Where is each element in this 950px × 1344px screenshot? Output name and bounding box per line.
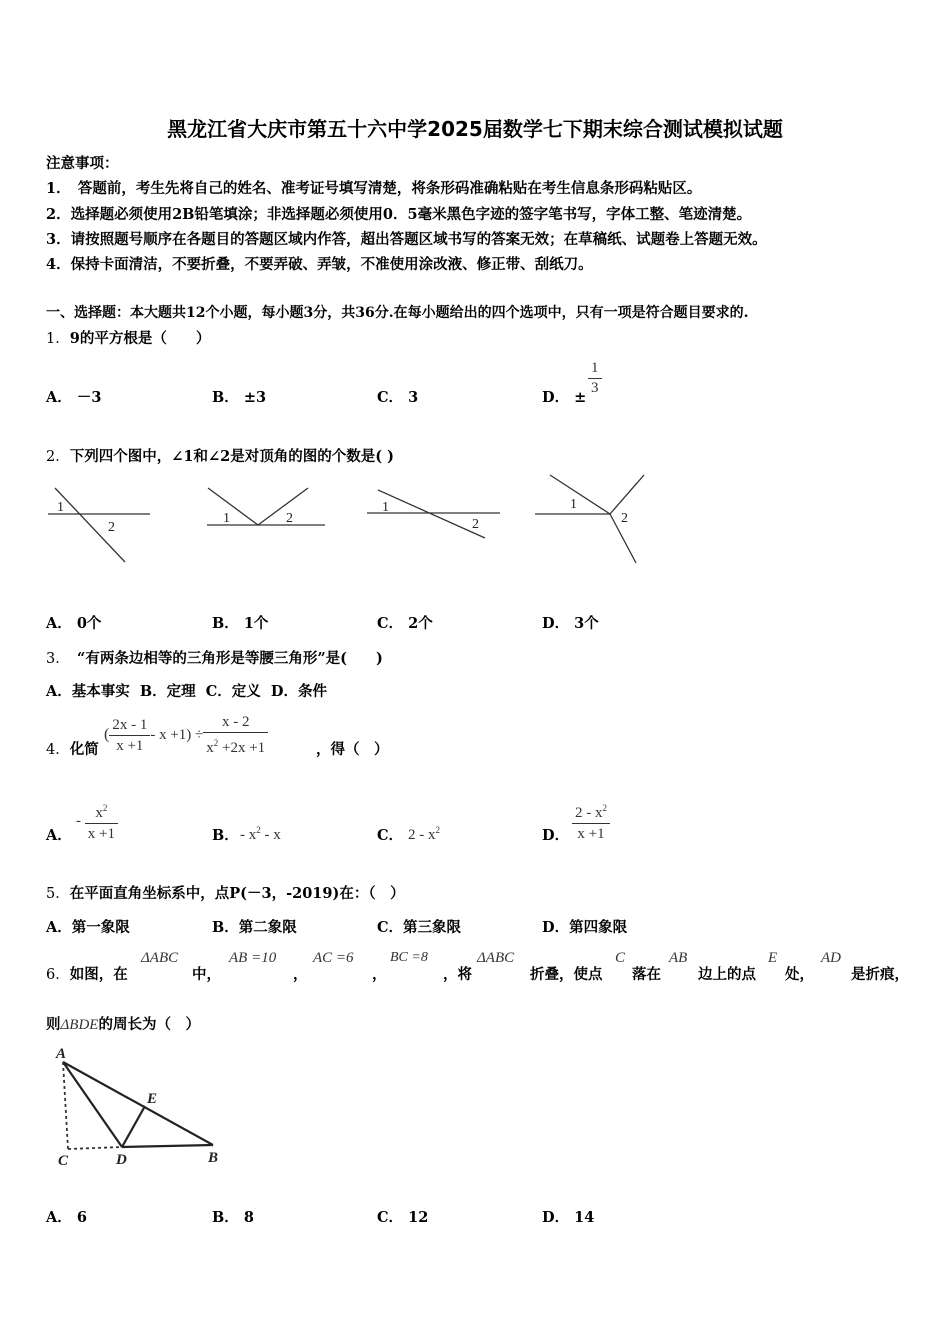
q4-option-b-expr [240, 825, 281, 844]
q2-figures [40, 470, 660, 575]
question-suffix: ，得（ ） [316, 741, 389, 758]
q1-option-d-fraction [588, 359, 602, 398]
q6-figure [50, 1042, 235, 1172]
option-label: B． [212, 919, 239, 936]
q6-math: ΔABC [477, 950, 515, 966]
option-label: C． [205, 683, 232, 700]
fig4-upper-left [550, 475, 610, 514]
q5-option-b [212, 916, 297, 937]
fraction-denominator: 3 [588, 378, 602, 398]
q6-text: 折叠，使点 [530, 966, 603, 983]
fig2-right-ray [258, 488, 308, 525]
option-value: 第二象限 [238, 919, 297, 936]
option-value: ±3 [243, 389, 267, 406]
option-value: 条件 [297, 683, 327, 700]
option-label: B． [139, 683, 167, 700]
expr-minus-part: - x +1) [150, 727, 192, 743]
q1-option-c [377, 386, 418, 407]
q5-option-d [542, 916, 627, 937]
divide-sign: ÷ [195, 727, 204, 743]
option-prefix: ± [574, 389, 587, 406]
fig1-label-1: 1 [57, 500, 64, 515]
fig4-label-2: 2 [621, 511, 628, 526]
option-value: 1个 [243, 615, 269, 632]
dashed-cd [68, 1147, 122, 1149]
q6-text: 边上的点 [698, 966, 756, 983]
q6-option-a [46, 1206, 87, 1227]
side-db [122, 1145, 213, 1147]
option-value: 第一象限 [71, 919, 130, 936]
option-value: 基本事实 [71, 683, 130, 700]
q6-text: 则 [46, 1016, 61, 1033]
option-value: 0个 [76, 615, 102, 632]
label-d: D [116, 1152, 127, 1168]
q6-math: AC =6 [313, 950, 354, 966]
option-label: D． [542, 1209, 570, 1226]
q6-option-d [542, 1206, 594, 1227]
fold-ad [63, 1062, 122, 1147]
q2-option-d [542, 612, 599, 633]
fig2-label-1: 1 [223, 511, 230, 526]
option-value: 定理 [166, 683, 196, 700]
q5-option-a [46, 916, 130, 937]
q6-text: ，将 [443, 966, 472, 983]
option-label: A． [46, 683, 72, 700]
option-label: A． [46, 615, 72, 632]
fraction-1 [109, 715, 150, 756]
notice-item: 4．保持卡面清洁，不要折叠，不要弄破、弄皱，不准使用涂改液、修正带、刮纸刀。 [46, 256, 593, 273]
option-label: B． [212, 1209, 239, 1226]
q6-math: E [768, 950, 778, 966]
fraction-denominator [203, 732, 268, 758]
question-number: 1． [46, 331, 70, 347]
question-number: 5． [46, 886, 70, 902]
question-4 [46, 738, 99, 759]
den-rest: +2x +1 [218, 740, 266, 756]
q1-option-a [46, 386, 101, 407]
expr-part: - x [240, 827, 257, 843]
q3-options [46, 680, 327, 701]
fraction-denominator: x +1 [109, 735, 150, 756]
notice-item: 3．请按照题号顺序在各题目的答题区域内作答，超出答题区域书写的答案无效；在草稿纸、试题卷上答题无效。 [46, 231, 767, 248]
q6-option-c [377, 1206, 428, 1227]
notice-heading: 注意事项： [46, 155, 119, 172]
label-e: E [147, 1091, 158, 1107]
expr-exponent: 2 [256, 825, 261, 835]
q6-text: ， [293, 966, 308, 983]
q1-option-b [212, 386, 266, 407]
fraction-numerator [572, 798, 610, 823]
question-text: “有两条边相等的三角形是等腰三角形”是( ) [62, 650, 383, 667]
question-text: 在平面直角坐标系中，点P(－3，-2019)在：（ ） [69, 885, 405, 902]
q6-math: AD [821, 950, 841, 966]
fraction [572, 798, 610, 844]
den-exponent: 2 [213, 738, 219, 748]
option-value: 第三象限 [403, 919, 462, 936]
q4-option-d-expr [572, 798, 610, 844]
fraction-denominator: x +1 [572, 823, 610, 844]
notice-item: 1． 答题前，考生先将自己的姓名、准考证号填写清楚，将条形码准确粘贴在考生信息条形码粘贴区。 [46, 180, 702, 197]
option-value: 3个 [574, 615, 599, 632]
q6-text: ， [372, 966, 387, 983]
q6-text: 的周长为（ ） [98, 1016, 200, 1033]
fraction-numerator [85, 798, 118, 823]
option-value: 14 [574, 1209, 595, 1226]
option-label: D． [542, 389, 570, 406]
question-text: 下列四个图中，∠1和∠2是对顶角的图的个数是( ) [69, 448, 394, 465]
question-text: 9的平方根是（ ） [69, 330, 211, 347]
option-label: D． [270, 683, 298, 700]
expr-part: 2 - x [408, 827, 436, 843]
q4-option-a-label: A． [46, 827, 72, 844]
num-base: x [95, 805, 103, 821]
q4-option-b-label: B． [212, 827, 239, 844]
question-2 [46, 445, 394, 466]
q2-option-a [46, 612, 101, 633]
fig2-left-ray [208, 488, 258, 525]
question-6 [46, 963, 128, 984]
question-3 [46, 647, 383, 668]
fraction-numerator: 1 [591, 360, 599, 376]
q5-option-c [377, 916, 461, 937]
notice-item: 2．选择题必须使用2B铅笔填涂；非选择题必须使用0．5毫米黑色字迹的签字笔书写，字体工整、笔迹清楚。 [46, 206, 752, 223]
page-title: 黑龙江省大庆市第五十六中学2025届数学七下期末综合测试模拟试题 [167, 117, 783, 141]
q6-text: 落在 [632, 966, 661, 983]
fig4-upper-right [610, 475, 644, 514]
option-value: －3 [76, 389, 102, 406]
fraction-numerator: 2x - 1 [112, 716, 148, 733]
question-1 [46, 327, 210, 348]
option-label: C． [377, 1209, 404, 1226]
option-value: 6 [76, 1209, 87, 1226]
expr-part: - x [260, 827, 281, 843]
fig1-label-2: 2 [108, 520, 115, 535]
q6-line2 [46, 1013, 200, 1034]
segment-de [122, 1106, 145, 1147]
q6-math: AB [669, 950, 688, 966]
fig3-label-2: 2 [472, 517, 479, 532]
dashed-ac [63, 1062, 68, 1149]
fraction-denominator: x +1 [85, 823, 118, 844]
option-label: A． [46, 389, 72, 406]
fig3-ray [378, 490, 485, 538]
label-b: B [208, 1150, 219, 1166]
q6-math: ΔBDE [60, 1017, 99, 1033]
fig2-label-2: 2 [286, 511, 293, 526]
q2-option-c [377, 612, 433, 633]
question-number: 3． [46, 651, 63, 667]
q1-option-d-label [542, 386, 586, 407]
q6-text: 处， [785, 966, 814, 983]
option-value: 2个 [408, 615, 433, 632]
option-label: A． [46, 1209, 72, 1226]
option-label: A． [46, 919, 72, 936]
option-value: 12 [408, 1209, 429, 1226]
fraction-2 [203, 712, 268, 758]
q6-math: ΔABC [141, 950, 179, 966]
q4-option-a-expr [76, 798, 118, 844]
fig4-label-1: 1 [570, 497, 577, 512]
label-c: C [58, 1153, 69, 1169]
option-label: B． [212, 615, 239, 632]
option-label: B． [212, 389, 239, 406]
option-label: D． [542, 919, 570, 936]
q4-option-c-expr [408, 825, 440, 844]
option-label: D． [542, 615, 570, 632]
option-label: C． [377, 919, 404, 936]
q6-math: AB =10 [229, 950, 277, 966]
expr-exponent: 2 [435, 825, 440, 835]
den-base: x [206, 740, 214, 756]
paren-open: ( [104, 726, 110, 743]
question-5 [46, 882, 405, 903]
option-value: 定义 [231, 683, 261, 700]
question-number: 6． [46, 967, 70, 983]
section-heading: 一、选择题：本大题共12个小题，每小题3分，共36分.在每小题给出的四个选项中，只有一项是符合题目要求的. [46, 305, 749, 321]
fraction [85, 798, 118, 844]
q6-text: 是折痕， [851, 966, 909, 983]
option-label: C． [377, 615, 404, 632]
num-base: 2 - x [575, 805, 603, 821]
option-value: 3 [408, 389, 419, 406]
option-label: C． [377, 389, 404, 406]
fig3-label-1: 1 [382, 500, 389, 515]
q4-option-c-label: C． [377, 827, 404, 844]
question-number: 2． [46, 449, 70, 465]
q6-option-b [212, 1206, 254, 1227]
option-value: 8 [243, 1209, 254, 1226]
option-value: 第四象限 [569, 919, 628, 936]
num-exponent: 2 [602, 803, 607, 813]
num-exponent: 2 [102, 803, 108, 813]
fraction-numerator: x - 2 [221, 714, 250, 730]
q4-expression [104, 712, 268, 758]
q2-option-b [212, 612, 268, 633]
side-ab [63, 1062, 213, 1145]
q6-math: BC =8 [390, 950, 428, 965]
question-prefix: 化简 [69, 741, 99, 758]
q6-math: C [615, 950, 626, 966]
q6-text: 如图，在 [69, 966, 128, 983]
expr-sign: - [76, 813, 81, 829]
label-a: A [56, 1046, 67, 1062]
q6-text: 中， [192, 966, 221, 983]
q4-option-d-label: D． [542, 827, 570, 844]
question-number: 4． [46, 742, 70, 758]
